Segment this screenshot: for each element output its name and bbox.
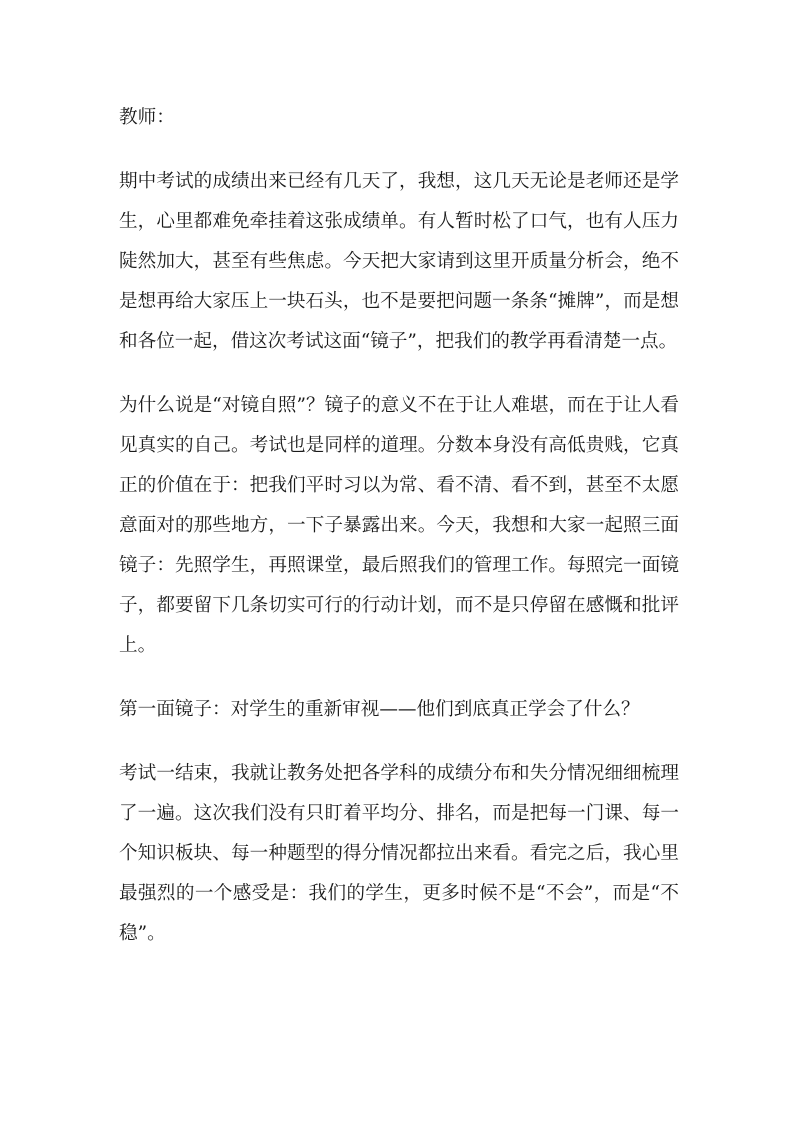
paragraph-mirror-meaning: 为什么说是“对镜自照”？镜子的意义不在于让人难堪，而在于让人看见真实的自己。考试也是同样的道理。分数本身没有高低贵贱，它真正的价值在于：把我们平时习以为常、看不清、看不到，甚至不太愿意面对的那些地方，一下子暴露出来。今天，我想和大家一起照三面镜子：先照学生，再照课堂，最后照我们的管理工作。每照完一面镜子，都要留下几条切实可行的行动计划，而不是只停留在感慨和批评上。 — [119, 395, 679, 656]
paragraph-intro: 期中考试的成绩出来已经有几天了，我想，这几天无论是老师还是学生，心里都难免牵挂着这张成绩单。有人暂时松了口气，也有人压力陡然加大，甚至有些焦虑。今天把大家请到这里开质量分析会，绝不是想再给大家压上一块石头，也不是要把问题一条条“摊牌”，而是想和各位一起，借这次考试这面“镜子”，把我们的教学再看清楚一点。 — [119, 171, 679, 352]
paragraph-exam-analysis: 考试一结束，我就让教务处把各学科的成绩分布和失分情况细细梳理了一遍。这次我们没有只盯着平均分、排名，而是把每一门课、每一个知识板块、每一种题型的得分情况都拉出来看。看完之后，我心里最强烈的一个感受是：我们的学生，更多时候不是“不会”，而是“不稳”。 — [119, 763, 679, 944]
document-body — [119, 98, 679, 978]
section-heading-first-mirror: 第一面镜子：对学生的重新审视——他们到底真正学会了什么？ — [119, 699, 640, 720]
salutation: 教师： — [119, 107, 175, 128]
